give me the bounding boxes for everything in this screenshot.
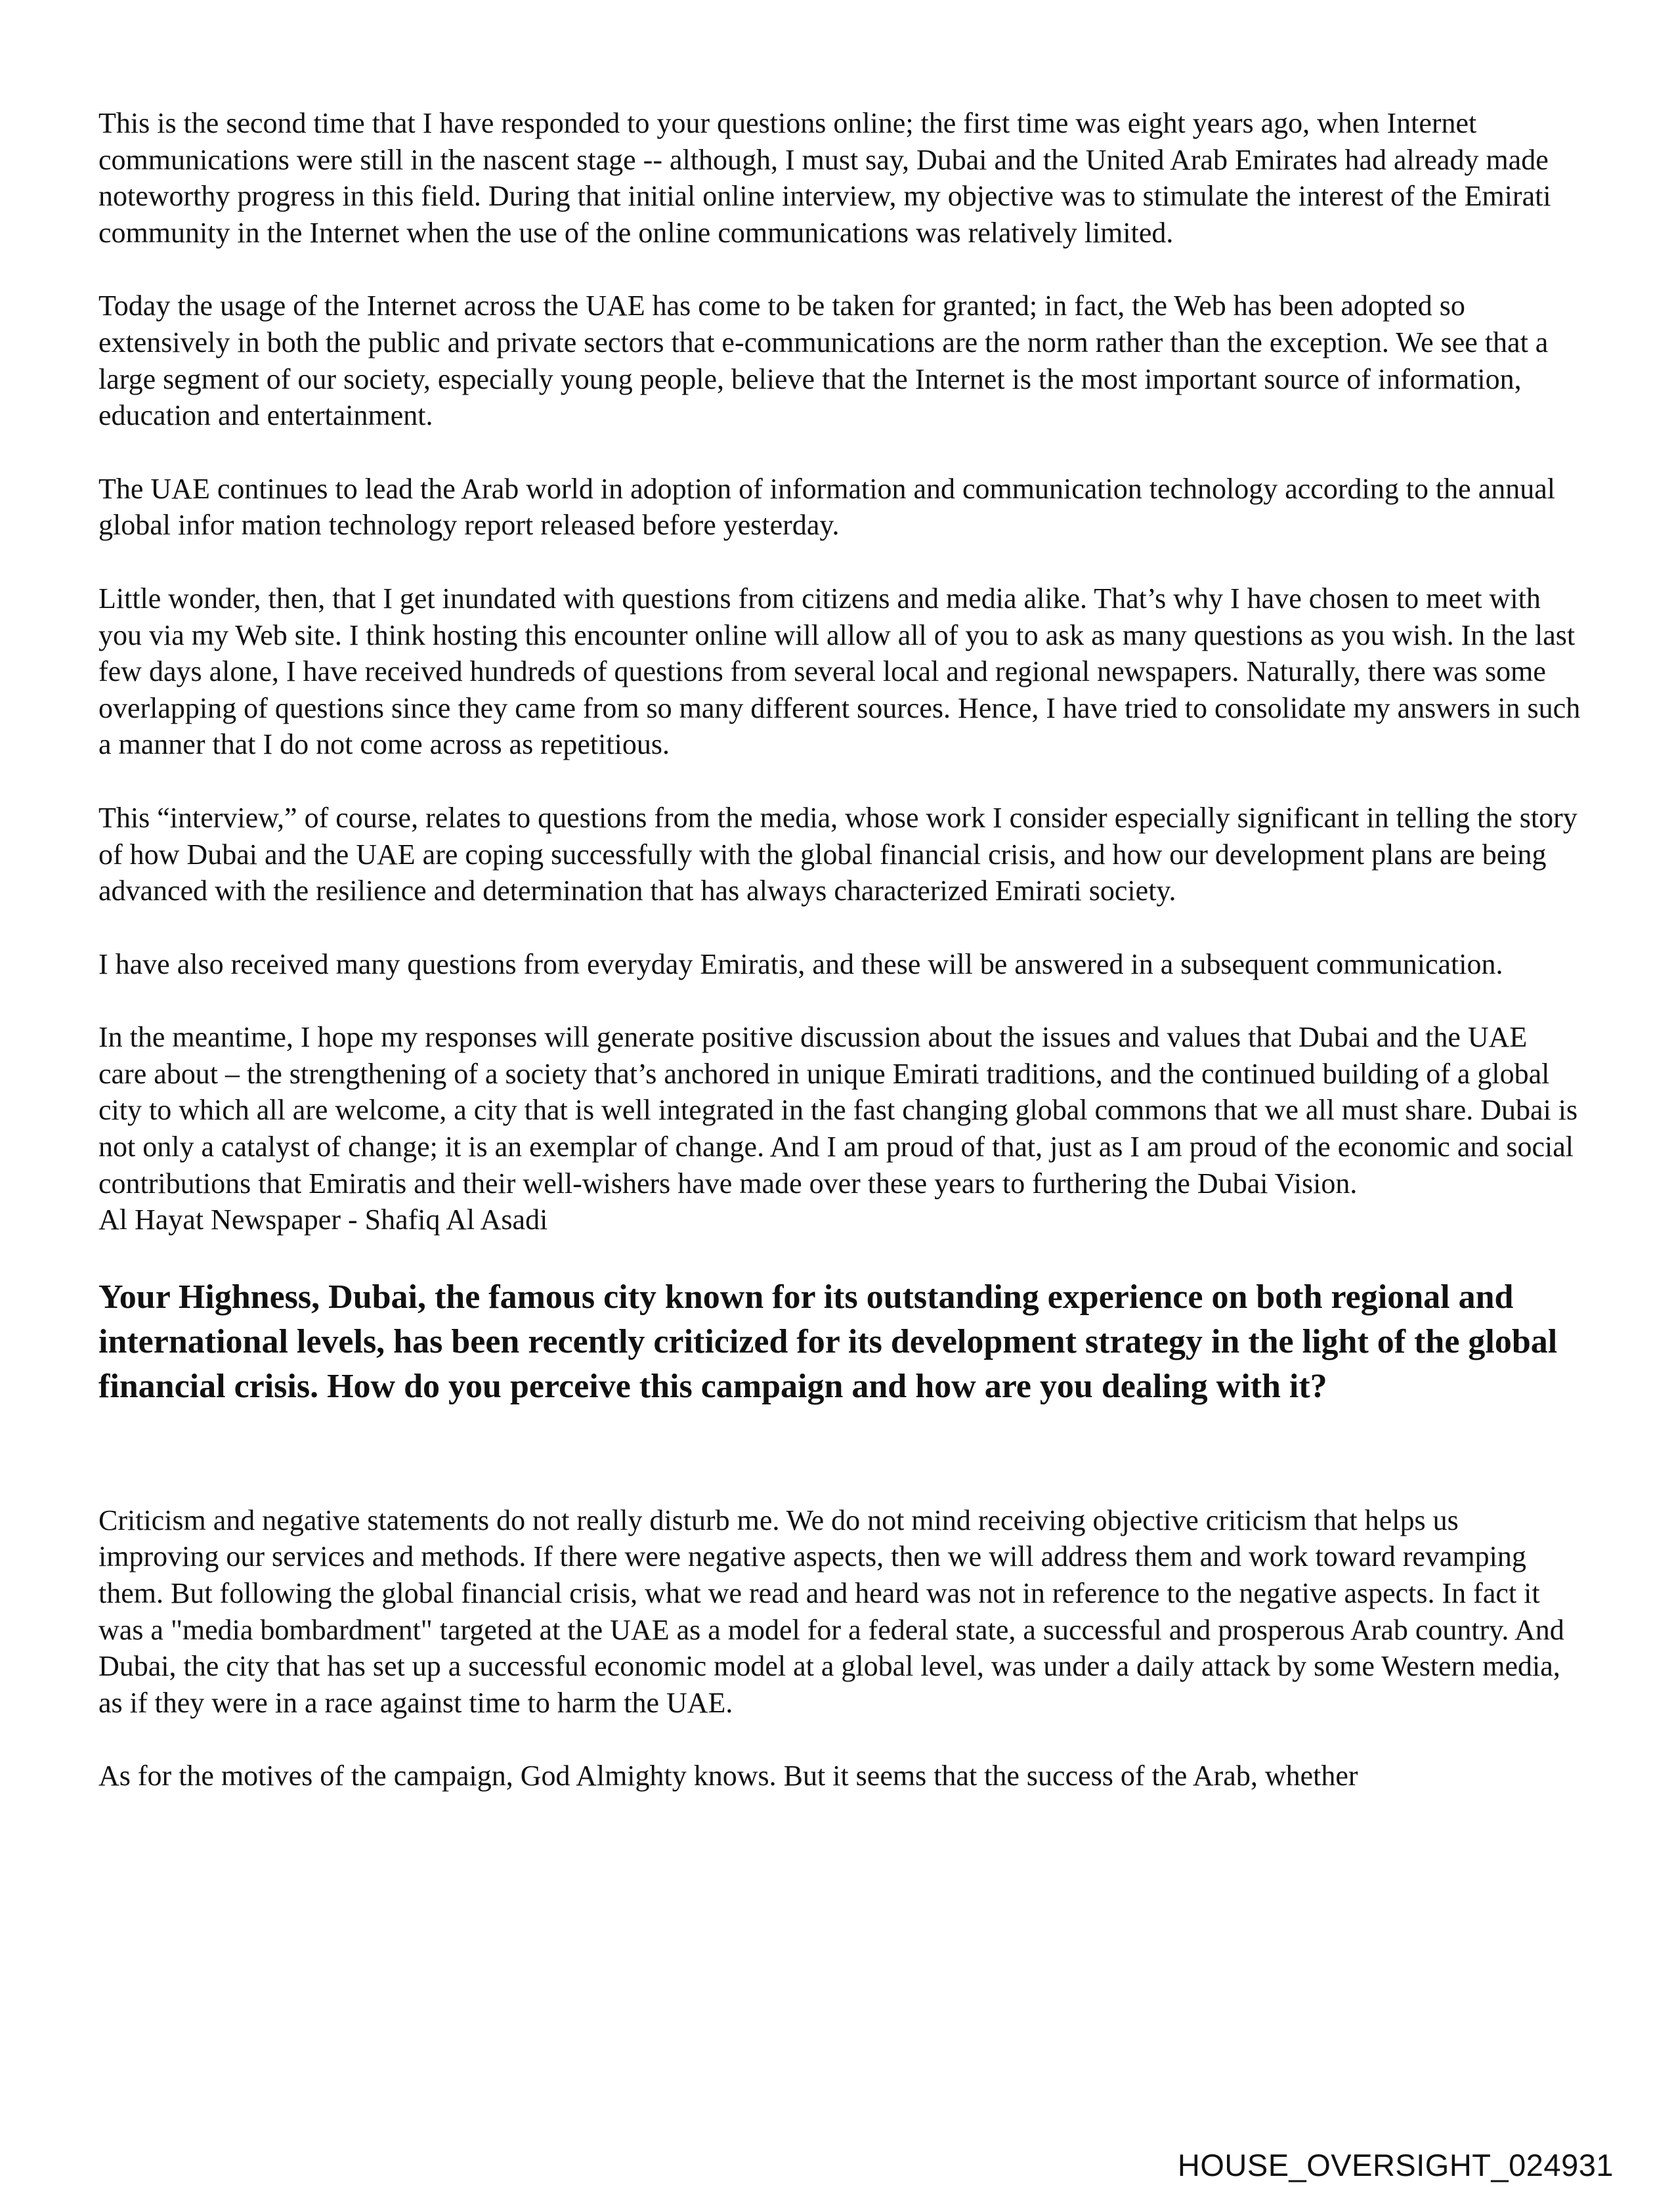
answer-paragraph-1: Criticism and negative statements do not really disturb me. We do not mind receiving objective criticism that helps us improving our services and methods. If there were negative aspects, then we will address them and work toward revamping them. But following the global financial crisis, what we read and heard was not in reference to the negative aspects. In fact it was a "media bombardment" targeted at the UAE as a model for a federal state, a successful and prosperous Arab country. And Dubai, the city that has set up a successful economic model at a global level, was under a daily attack by some Western media, as if they were in a race against time to harm the UAE. [98, 1504, 1564, 1719]
attribution-line: Al Hayat Newspaper - Shafiq Al Asadi [98, 1204, 548, 1236]
intro-paragraph-5: This “interview,” of course, relates to questions from the media, whose work I consider especially significant in telling the story of how Dubai and the UAE are coping successfully with the global financial crisis, and how our development plans are being advanced with the resilience and determination that has always characterized Emirati society. [98, 801, 1577, 907]
intro-paragraph-2: Today the usage of the Internet across the UAE has come to be taken for granted; in fact, the Web has been adopted so extensively in both the public and private sectors that e-communications are the norm rather than the exception. We see that a large segment of our society, especially young people, believe that the Internet is the most important source of information, education and entertainment. [98, 290, 1549, 432]
document-body [98, 105, 1582, 1831]
intro-paragraph-7: In the meantime, I hope my responses will generate positive discussion about the issues and values that Dubai and the UAE care about – the strengthening of a society that’s anchored in unique Emirati traditions, and the continued building of a global city to which all are welcome, a city that is well integrated in the fast changing global commons that we all must share. Dubai is not only a catalyst of change; it is an exemplar of change. And I am proud of that, just as I am proud of the economic and social contributions that Emiratis and their well-wishers have made over these years to furthering the Dubai Vision. [98, 1021, 1578, 1200]
document-id-stamp: HOUSE_OVERSIGHT_024931 [1177, 2148, 1614, 2182]
intro-paragraph-4: Little wonder, then, that I get inundated with questions from citizens and media alike. That’s why I have chosen to meet with you via my Web site. I think hosting this encounter online will allow all of you to ask as many questions as you wish. In the last few days alone, I have received hundreds of questions from several local and regional newspapers. Naturally, there was some overlapping of questions since they came from so many different sources. Hence, I have tried to consolidate my answers in such a manner that I do not come across as repetitious. [98, 582, 1581, 761]
answer-paragraph-2: As for the motives of the campaign, God Almighty knows. But it seems that the success of the Arab, whether [98, 1760, 1358, 1792]
intro-paragraph-1: This is the second time that I have responded to your questions online; the first time was eight years ago, when Internet communications were still in the nascent stage -- although, I must say, Dubai and the United Arab Emirates had already made noteworthy progress in this field. During that initial online interview, my objective was to stimulate the interest of the Emirati community in the Internet when the use of the online communications was relatively limited. [98, 107, 1551, 249]
interview-question: Your Highness, Dubai, the famous city known for its outstanding experience on both regional and international levels, has been recently criticized for its development strategy in the light of the global financial crisis. How do you perceive this campaign and how are you dealing with it? [98, 1278, 1558, 1405]
intro-paragraph-6: I have also received many questions from everyday Emiratis, and these will be answered in a subsequent communication. [98, 947, 1503, 980]
intro-paragraph-3: The UAE continues to lead the Arab world in adoption of information and communication technology according to the annual global infor mation technology report released before yesterday. [98, 472, 1555, 542]
